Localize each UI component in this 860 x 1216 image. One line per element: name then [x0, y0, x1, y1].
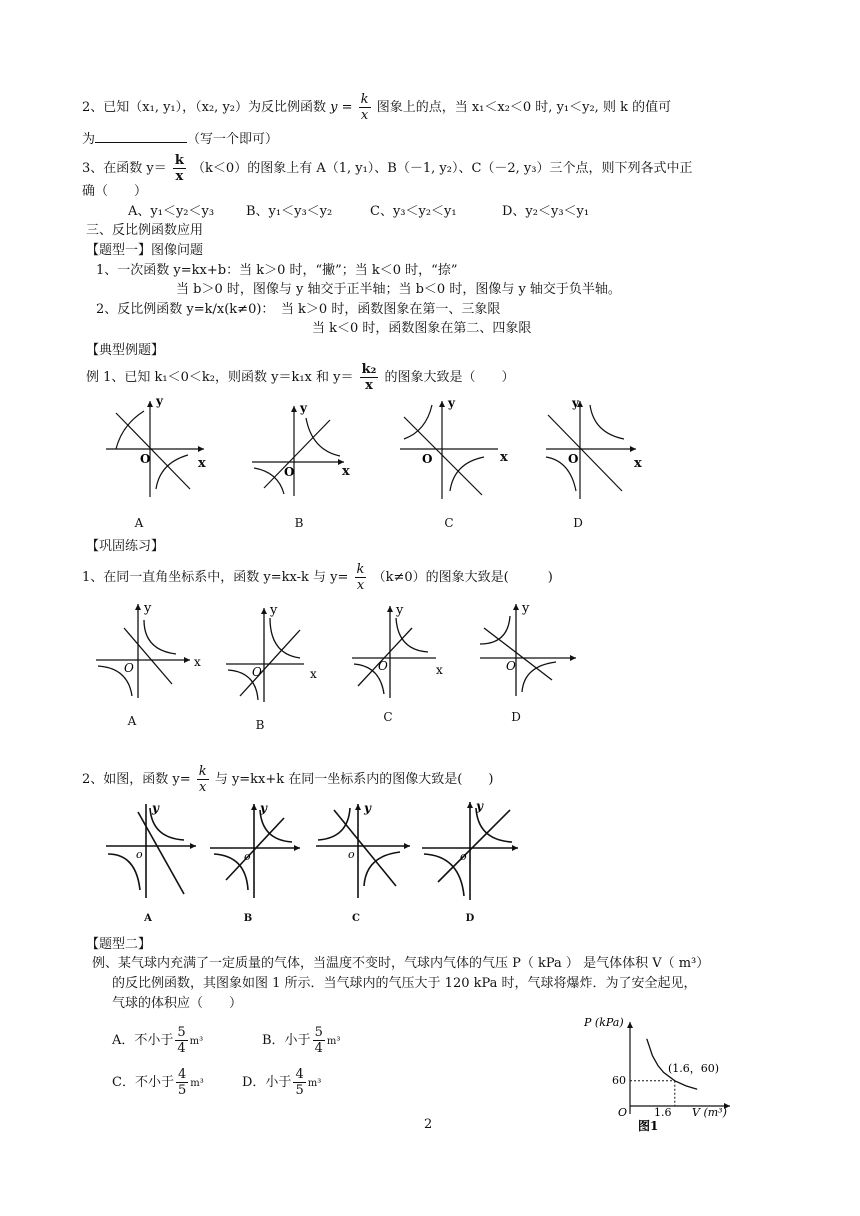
answer-blank — [95, 130, 187, 143]
p2-caption-c: C — [352, 913, 360, 924]
p1-graph-a — [94, 600, 204, 700]
ex1-suffix: 的图象大致是（ ） — [384, 370, 515, 385]
origin-label: o — [244, 850, 251, 863]
linear-line — [138, 812, 184, 894]
unit: m³ — [189, 1036, 204, 1047]
option-fraction — [313, 1025, 325, 1056]
hyperbola-branch — [450, 457, 484, 491]
origin-label: o — [460, 850, 467, 863]
type2-option-c — [112, 1067, 204, 1098]
linear-line — [334, 810, 396, 886]
x-tick-1.6: 1.6 — [654, 1106, 672, 1119]
page-number: 2 — [424, 1117, 433, 1132]
x-label: x — [198, 456, 206, 471]
linear-line — [264, 420, 330, 488]
y-label: y — [572, 396, 579, 410]
frac-denominator: x — [356, 578, 365, 593]
hyperbola-branch — [480, 616, 510, 644]
linear-line — [358, 628, 412, 686]
y-label: y — [270, 604, 278, 618]
q3-line2: 确（ ） — [82, 184, 148, 199]
q3-line1 — [82, 153, 693, 184]
frac-numerator: k — [174, 153, 184, 168]
p2-graph-c — [312, 802, 414, 902]
p2-question — [82, 764, 493, 795]
p1-graph-d — [478, 600, 582, 700]
linear-line — [438, 810, 510, 882]
option-label: C．不小于 — [112, 1075, 174, 1090]
frac-numerator: 4 — [177, 1067, 187, 1082]
p1-caption-d: D — [511, 710, 521, 724]
p1-fraction — [355, 562, 367, 593]
q2-line1 — [82, 92, 671, 123]
p2-suffix: 与 y=kx+k 在同一坐标系内的图像大致是( ) — [214, 772, 494, 787]
rule2-b: 当 k＜0 时，函数图象在第二、四象限 — [312, 321, 532, 336]
rule1-a: 1、一次函数 y=kx+b：当 k＞0 时，“撇”；当 k＜0 时，“捺” — [96, 263, 458, 278]
option-label: B．小于 — [262, 1033, 311, 1048]
origin-label: O — [618, 1106, 628, 1119]
hyperbola-branch — [214, 854, 248, 890]
frac-denominator: 4 — [177, 1041, 186, 1056]
origin-label: O — [252, 665, 262, 679]
hyperbola-branch — [270, 618, 300, 658]
ex1-caption-d: D — [573, 516, 583, 530]
ex1-graph-b — [250, 402, 354, 498]
p1-graph-b — [224, 604, 324, 704]
rule2-a: 2、反比例函数 y=k/x(k≠0)： 当 k＞0 时，函数图象在第一、三象限 — [96, 302, 501, 317]
p2-caption-a: A — [144, 913, 152, 924]
frac-numerator: k — [356, 562, 365, 577]
ex1-caption-c: C — [444, 516, 454, 530]
ex1-question — [86, 362, 515, 393]
y-label: y — [476, 800, 483, 813]
p2-graph-a — [104, 802, 202, 902]
ex1-graph-a — [104, 395, 212, 499]
q3-option-c: C、y₃＜y₂＜y₁ — [370, 204, 457, 219]
x-label: x — [310, 667, 317, 681]
ex1-prefix: 例 1、已知 k₁＜0＜k₂，则函数 y＝k₁x 和 y＝ — [86, 370, 354, 385]
frac-numerator: k — [198, 764, 207, 779]
y-label: y — [300, 402, 307, 415]
linear-line — [484, 628, 552, 680]
y-label: y — [522, 601, 530, 616]
ex1-graph-d — [544, 395, 644, 501]
linear-line — [240, 630, 300, 696]
linear-line — [124, 628, 172, 684]
frac-numerator: 5 — [314, 1025, 323, 1040]
ex1-caption-b: B — [294, 516, 304, 530]
frac-denominator: x — [175, 169, 184, 184]
ex1-graph-c — [398, 395, 498, 501]
hyperbola-branch — [590, 405, 624, 439]
x-axis-label: V (m³) — [692, 1106, 727, 1119]
origin-label: O — [284, 465, 295, 479]
unit: m³ — [326, 1036, 341, 1047]
y-label: y — [144, 601, 152, 616]
q3-option-b: B、y₁＜y₃＜y₂ — [246, 204, 333, 219]
origin-label: O — [140, 452, 151, 466]
type2-line3: 气球的体积应（ ） — [112, 996, 243, 1011]
p1-caption-a: A — [127, 714, 137, 728]
q2-line2 — [82, 130, 278, 149]
type2-line2: 的反比例函数，其图象如图 1 所示．当气球内的气压大于 120 kPa 时，气球将爆炸．为了安全起见， — [112, 976, 697, 991]
ex1-fraction — [360, 362, 379, 393]
p1-prefix: 1、在同一直角坐标系中，函数 y=kx-k 与 y= — [82, 570, 349, 585]
x-label: x — [436, 663, 443, 677]
x-label: x — [342, 464, 350, 479]
p1-caption-b: B — [255, 718, 265, 732]
option-fraction — [176, 1067, 188, 1098]
x-label: x — [194, 655, 201, 669]
figure-1 — [580, 1016, 740, 1136]
example-heading: 【典型例题】 — [86, 343, 165, 358]
origin-label: O — [422, 452, 433, 466]
y-axis-label: P (kPa) — [584, 1016, 624, 1029]
x-label: x — [634, 456, 642, 471]
frac-numerator: 4 — [295, 1067, 304, 1082]
option-fraction — [293, 1067, 305, 1098]
p2-caption-b: B — [243, 913, 253, 924]
frac-numerator: k — [360, 92, 369, 107]
p1-suffix: （k≠0）的图象大致是( ) — [372, 570, 553, 585]
frac-denominator: x — [360, 108, 369, 123]
p2-caption-d: D — [465, 913, 475, 924]
hyperbola-branch — [306, 418, 340, 456]
origin-label: o — [136, 848, 143, 861]
q2-func-y: y = — [330, 100, 353, 115]
origin-label: O — [378, 659, 388, 673]
y-label: y — [156, 395, 163, 408]
type2-option-a — [112, 1025, 203, 1056]
q3-prefix: 3、在函数 y＝ — [82, 161, 167, 176]
frac-denominator: 5 — [177, 1083, 187, 1098]
figure-caption: 图1 — [638, 1119, 659, 1133]
ex1-caption-a: A — [134, 516, 144, 530]
y-label: y — [396, 603, 404, 618]
q2-line2-prefix: 为 — [82, 132, 96, 147]
type1-heading: 【题型一】图像问题 — [86, 243, 204, 258]
origin-label: O — [506, 659, 516, 673]
q2-fraction — [359, 92, 371, 123]
linear-line — [116, 413, 190, 489]
hyperbola-branch — [318, 808, 350, 840]
unit: m³ — [307, 1078, 322, 1089]
origin-label: o — [348, 848, 355, 861]
frac-denominator: 5 — [295, 1083, 304, 1098]
y-label: y — [260, 802, 267, 815]
frac-denominator: x — [199, 780, 207, 795]
q2-suffix: 图象上的点，当 x₁＜x₂＜0 时, y₁＜y₂, 则 k 的值可 — [376, 100, 672, 115]
p2-graph-b — [206, 802, 306, 902]
option-label: D．小于 — [242, 1075, 292, 1090]
frac-denominator: x — [365, 378, 373, 393]
frac-numerator: 5 — [177, 1025, 186, 1040]
p1-graph-c — [350, 602, 454, 702]
linear-line — [548, 415, 622, 491]
y-label: y — [364, 802, 371, 815]
x-label: x — [500, 450, 508, 465]
y-tick-60: 60 — [612, 1074, 626, 1087]
hyperbola-branch — [144, 620, 176, 654]
hyperbola-branch — [396, 618, 428, 652]
type2-line1: 例、某气球内充满了一定质量的气体，当温度不变时，气球内气体的气压 P（ kPa ） 是气体体积 V（ m³） — [92, 956, 710, 971]
option-fraction — [175, 1025, 187, 1056]
origin-label: O — [124, 661, 134, 675]
origin-label: O — [568, 452, 579, 466]
p1-caption-c: C — [383, 710, 393, 724]
rule1-b: 当 b＞0 时，图像与 y 轴交于正半轴；当 b＜0 时，图像与 y 轴交于负半轴。 — [176, 282, 621, 297]
q2-prefix: 2、已知（x₁, y₁），（x₂, y₂）为反比例函数 — [82, 100, 326, 115]
linear-line — [404, 417, 482, 495]
p2-fraction — [197, 764, 209, 795]
q3-option-a: A、y₁＜y₂＜y₃ — [128, 204, 215, 219]
q3-option-d: D、y₂＜y₃＜y₁ — [502, 204, 590, 219]
point-label: (1.6，60) — [668, 1062, 720, 1075]
frac-denominator: 4 — [314, 1041, 323, 1056]
q3-fraction — [173, 153, 186, 184]
q3-suffix: （k＜0）的图象上有 A（1, y₁）、B（－1, y₂）、C（－2, y₃）三个点，则下列各式中正 — [192, 161, 693, 176]
section-title: 三、反比例函数应用 — [86, 223, 204, 238]
frac-numerator: k₂ — [361, 362, 377, 377]
p2-prefix: 2、如图，函数 y= — [82, 772, 191, 787]
practice-heading: 【巩固练习】 — [86, 539, 165, 554]
unit: m³ — [190, 1078, 204, 1089]
type2-heading: 【题型二】 — [86, 937, 152, 952]
hyperbola-branch — [156, 455, 188, 489]
p1-question — [82, 562, 553, 593]
type2-option-b — [262, 1025, 340, 1056]
q2-line2-suffix: （写一个即可） — [187, 132, 279, 147]
hyperbola-branch — [522, 662, 556, 692]
option-label: A．不小于 — [112, 1033, 174, 1048]
type2-option-d — [242, 1067, 321, 1098]
p2-graph-d — [420, 800, 524, 902]
y-label: y — [152, 802, 159, 815]
linear-line — [226, 818, 284, 880]
y-label: y — [448, 396, 455, 410]
